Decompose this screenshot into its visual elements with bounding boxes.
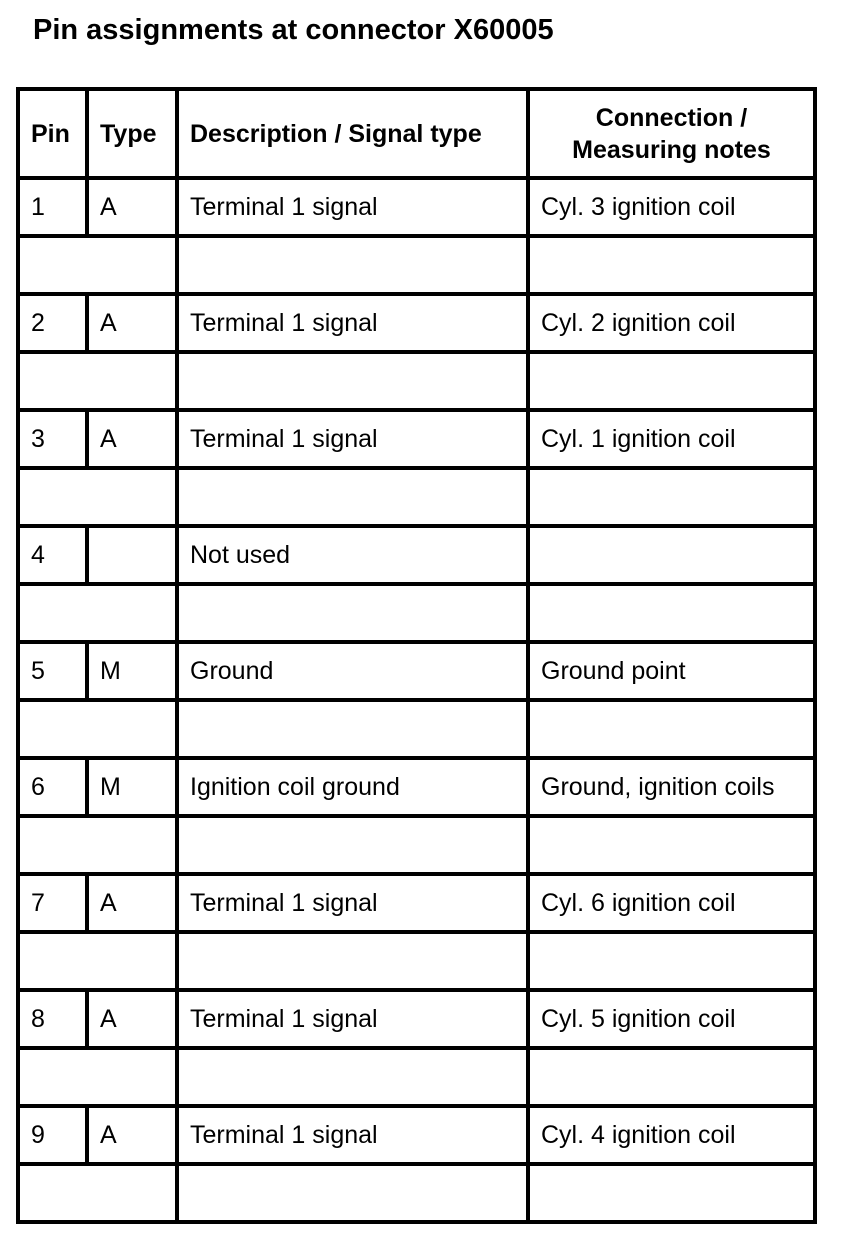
type-cell: M — [87, 642, 177, 700]
empty-cell — [528, 1048, 815, 1106]
description-cell: Terminal 1 signal — [177, 874, 528, 932]
empty-cell — [528, 236, 815, 294]
empty-cell — [18, 584, 177, 642]
empty-cell — [18, 816, 177, 874]
connection-cell: Cyl. 3 ignition coil — [528, 178, 815, 236]
empty-cell — [18, 932, 177, 990]
header-description: Description / Signal type — [177, 89, 528, 178]
empty-cell — [18, 352, 177, 410]
empty-cell — [528, 932, 815, 990]
description-cell: Ground — [177, 642, 528, 700]
table-body — [18, 178, 815, 1222]
empty-cell — [177, 1164, 528, 1222]
pin-cell: 9 — [18, 1106, 87, 1164]
empty-row — [18, 932, 815, 990]
empty-row — [18, 236, 815, 294]
table-header-row — [18, 89, 815, 178]
table-row — [18, 642, 815, 700]
empty-cell — [18, 700, 177, 758]
table-row — [18, 990, 815, 1048]
type-cell: A — [87, 178, 177, 236]
connection-cell: Cyl. 2 ignition coil — [528, 294, 815, 352]
pin-cell: 8 — [18, 990, 87, 1048]
description-cell: Terminal 1 signal — [177, 990, 528, 1048]
empty-cell — [18, 1048, 177, 1106]
table-row — [18, 526, 815, 584]
empty-cell — [177, 816, 528, 874]
connection-cell: Ground point — [528, 642, 815, 700]
empty-row — [18, 468, 815, 526]
empty-cell — [177, 1048, 528, 1106]
description-cell: Ignition coil ground — [177, 758, 528, 816]
connection-cell — [528, 526, 815, 584]
pin-cell: 2 — [18, 294, 87, 352]
empty-cell — [528, 468, 815, 526]
table-row — [18, 410, 815, 468]
description-cell: Terminal 1 signal — [177, 410, 528, 468]
empty-cell — [528, 1164, 815, 1222]
type-cell: A — [87, 410, 177, 468]
connection-cell: Cyl. 1 ignition coil — [528, 410, 815, 468]
connection-cell: Cyl. 6 ignition coil — [528, 874, 815, 932]
empty-row — [18, 352, 815, 410]
table-row — [18, 178, 815, 236]
empty-cell — [528, 816, 815, 874]
type-cell: M — [87, 758, 177, 816]
empty-cell — [528, 584, 815, 642]
pin-assignment-table — [16, 87, 817, 1224]
type-cell — [87, 526, 177, 584]
table-row — [18, 874, 815, 932]
empty-row — [18, 1164, 815, 1222]
page-title: Pin assignments at connector X60005 — [33, 14, 554, 46]
table-row — [18, 294, 815, 352]
type-cell: A — [87, 874, 177, 932]
empty-cell — [18, 1164, 177, 1222]
header-pin: Pin — [18, 89, 87, 178]
empty-cell — [177, 236, 528, 294]
pin-cell: 3 — [18, 410, 87, 468]
type-cell: A — [87, 1106, 177, 1164]
empty-cell — [177, 584, 528, 642]
empty-cell — [177, 932, 528, 990]
connection-cell: Cyl. 5 ignition coil — [528, 990, 815, 1048]
empty-row — [18, 584, 815, 642]
header-connection: Connection / Measuring notes — [528, 89, 815, 178]
connection-cell: Ground, ignition coils — [528, 758, 815, 816]
empty-cell — [177, 468, 528, 526]
empty-row — [18, 816, 815, 874]
empty-cell — [177, 352, 528, 410]
empty-cell — [177, 700, 528, 758]
empty-cell — [18, 468, 177, 526]
connection-cell: Cyl. 4 ignition coil — [528, 1106, 815, 1164]
empty-cell — [18, 236, 177, 294]
description-cell: Terminal 1 signal — [177, 178, 528, 236]
header-type: Type — [87, 89, 177, 178]
type-cell: A — [87, 294, 177, 352]
description-cell: Terminal 1 signal — [177, 294, 528, 352]
empty-cell — [528, 700, 815, 758]
empty-row — [18, 1048, 815, 1106]
pin-cell: 6 — [18, 758, 87, 816]
type-cell: A — [87, 990, 177, 1048]
description-cell: Terminal 1 signal — [177, 1106, 528, 1164]
pin-cell: 4 — [18, 526, 87, 584]
pin-cell: 1 — [18, 178, 87, 236]
empty-cell — [528, 352, 815, 410]
table-row — [18, 1106, 815, 1164]
empty-row — [18, 700, 815, 758]
pin-cell: 5 — [18, 642, 87, 700]
pin-cell: 7 — [18, 874, 87, 932]
table-row — [18, 758, 815, 816]
description-cell: Not used — [177, 526, 528, 584]
